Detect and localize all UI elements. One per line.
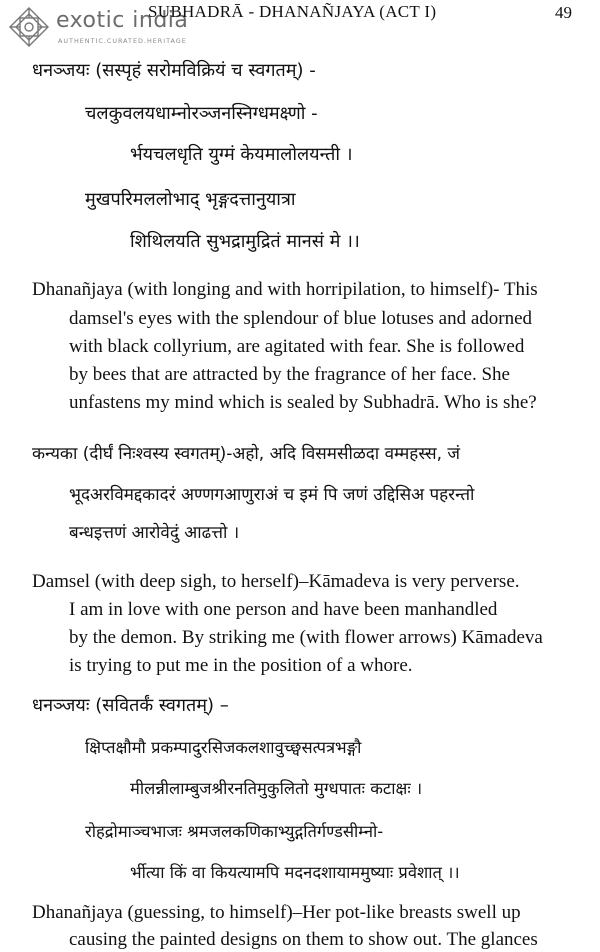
verse-line: रोहद्रोमाञ्चभाजः श्रमजलकणिकाभ्युद्गतिर्गण्डसीम्नो- xyxy=(85,822,384,841)
translation-line: is trying to put me in the position of a whore. xyxy=(69,655,413,676)
verse-line: शिथिलयति सुभद्रामुद्रितं मानसं मे ।। xyxy=(130,231,360,252)
watermark-brand: exotic india xyxy=(56,8,189,33)
speaker-line: धनञ्जयः (सस्पृहं सरोमविक्रियं च स्वगतम्) - xyxy=(32,60,316,81)
translation-line: with black collyrium, are agitated with fear. She is followed xyxy=(69,336,525,357)
verse-line: क्षिप्तक्षौमौ प्रकम्पादुरसिजकलशावुच्छ्वसत्पत्रभङ्गौ xyxy=(85,738,362,757)
verse-line: मुखपरिमललोभाद् भृङ्गदत्तानुयात्रा xyxy=(85,189,296,210)
verse-line: चलकुवलयधाम्नोरञ्जनस्निग्धमक्ष्णो - xyxy=(85,103,318,124)
prose-line: भूदअरविमद्दकादरं अण्णगआणुराअं च इमं पि जणं उद्दिसिअ पहरन्तो xyxy=(69,485,475,505)
translation-line: causing the painted designs on them to show out. The glances xyxy=(69,929,538,950)
speaker-line: धनञ्जयः (सवितर्कं स्वगतम्) – xyxy=(32,695,229,716)
running-head: SUBHADRĀ - DHANAÑJAYA (ACT I) xyxy=(148,2,437,21)
prose-line: बन्धइत्तणं आरोवेदुं आढत्तो । xyxy=(69,523,240,543)
translation-line: unfastens my mind which is sealed by Subhadrā. Who is she? xyxy=(69,392,537,413)
speaker-line: कन्यका (दीर्घं निःश्वस्य स्वगतम्)-अहो, अदि विसमसीळदा वम्महस्स, जं xyxy=(32,444,461,464)
verse-line: र्भीत्या किं वा कियत्यामपि मदनदशायाममुष्याः प्रवेशात् ।। xyxy=(130,863,460,882)
translation-line: by bees that are attracted by the fragrance of her face. She xyxy=(69,364,510,385)
translation-line: Dhanañjaya (with longing and with horripilation, to himself)- This xyxy=(32,279,538,300)
verse-line: मीलन्नीलाम्बुजश्रीरनतिमुकुलितो मुग्धपातः कटाक्षः । xyxy=(130,779,423,798)
mandala-icon xyxy=(8,6,50,48)
page-number: 49 xyxy=(555,3,572,22)
translation-line: by the demon. By striking me (with flower arrows) Kāmadeva xyxy=(69,627,543,648)
verse-line: र्भयचलधृति युग्मं केयमालोलयन्ती । xyxy=(130,144,353,165)
translation-line: damsel's eyes with the splendour of blue lotuses and adorned xyxy=(69,308,533,329)
watermark-tagline: AUTHENTIC.CURATED.HERITAGE xyxy=(58,37,187,45)
translation-line: Dhanañjaya (guessing, to himself)–Her pot-like breasts swell up xyxy=(32,902,521,923)
translation-line: Damsel (with deep sigh, to herself)–Kāmadeva is very perverse. xyxy=(32,571,520,592)
translation-line: I am in love with one person and have been manhandled xyxy=(69,599,498,620)
